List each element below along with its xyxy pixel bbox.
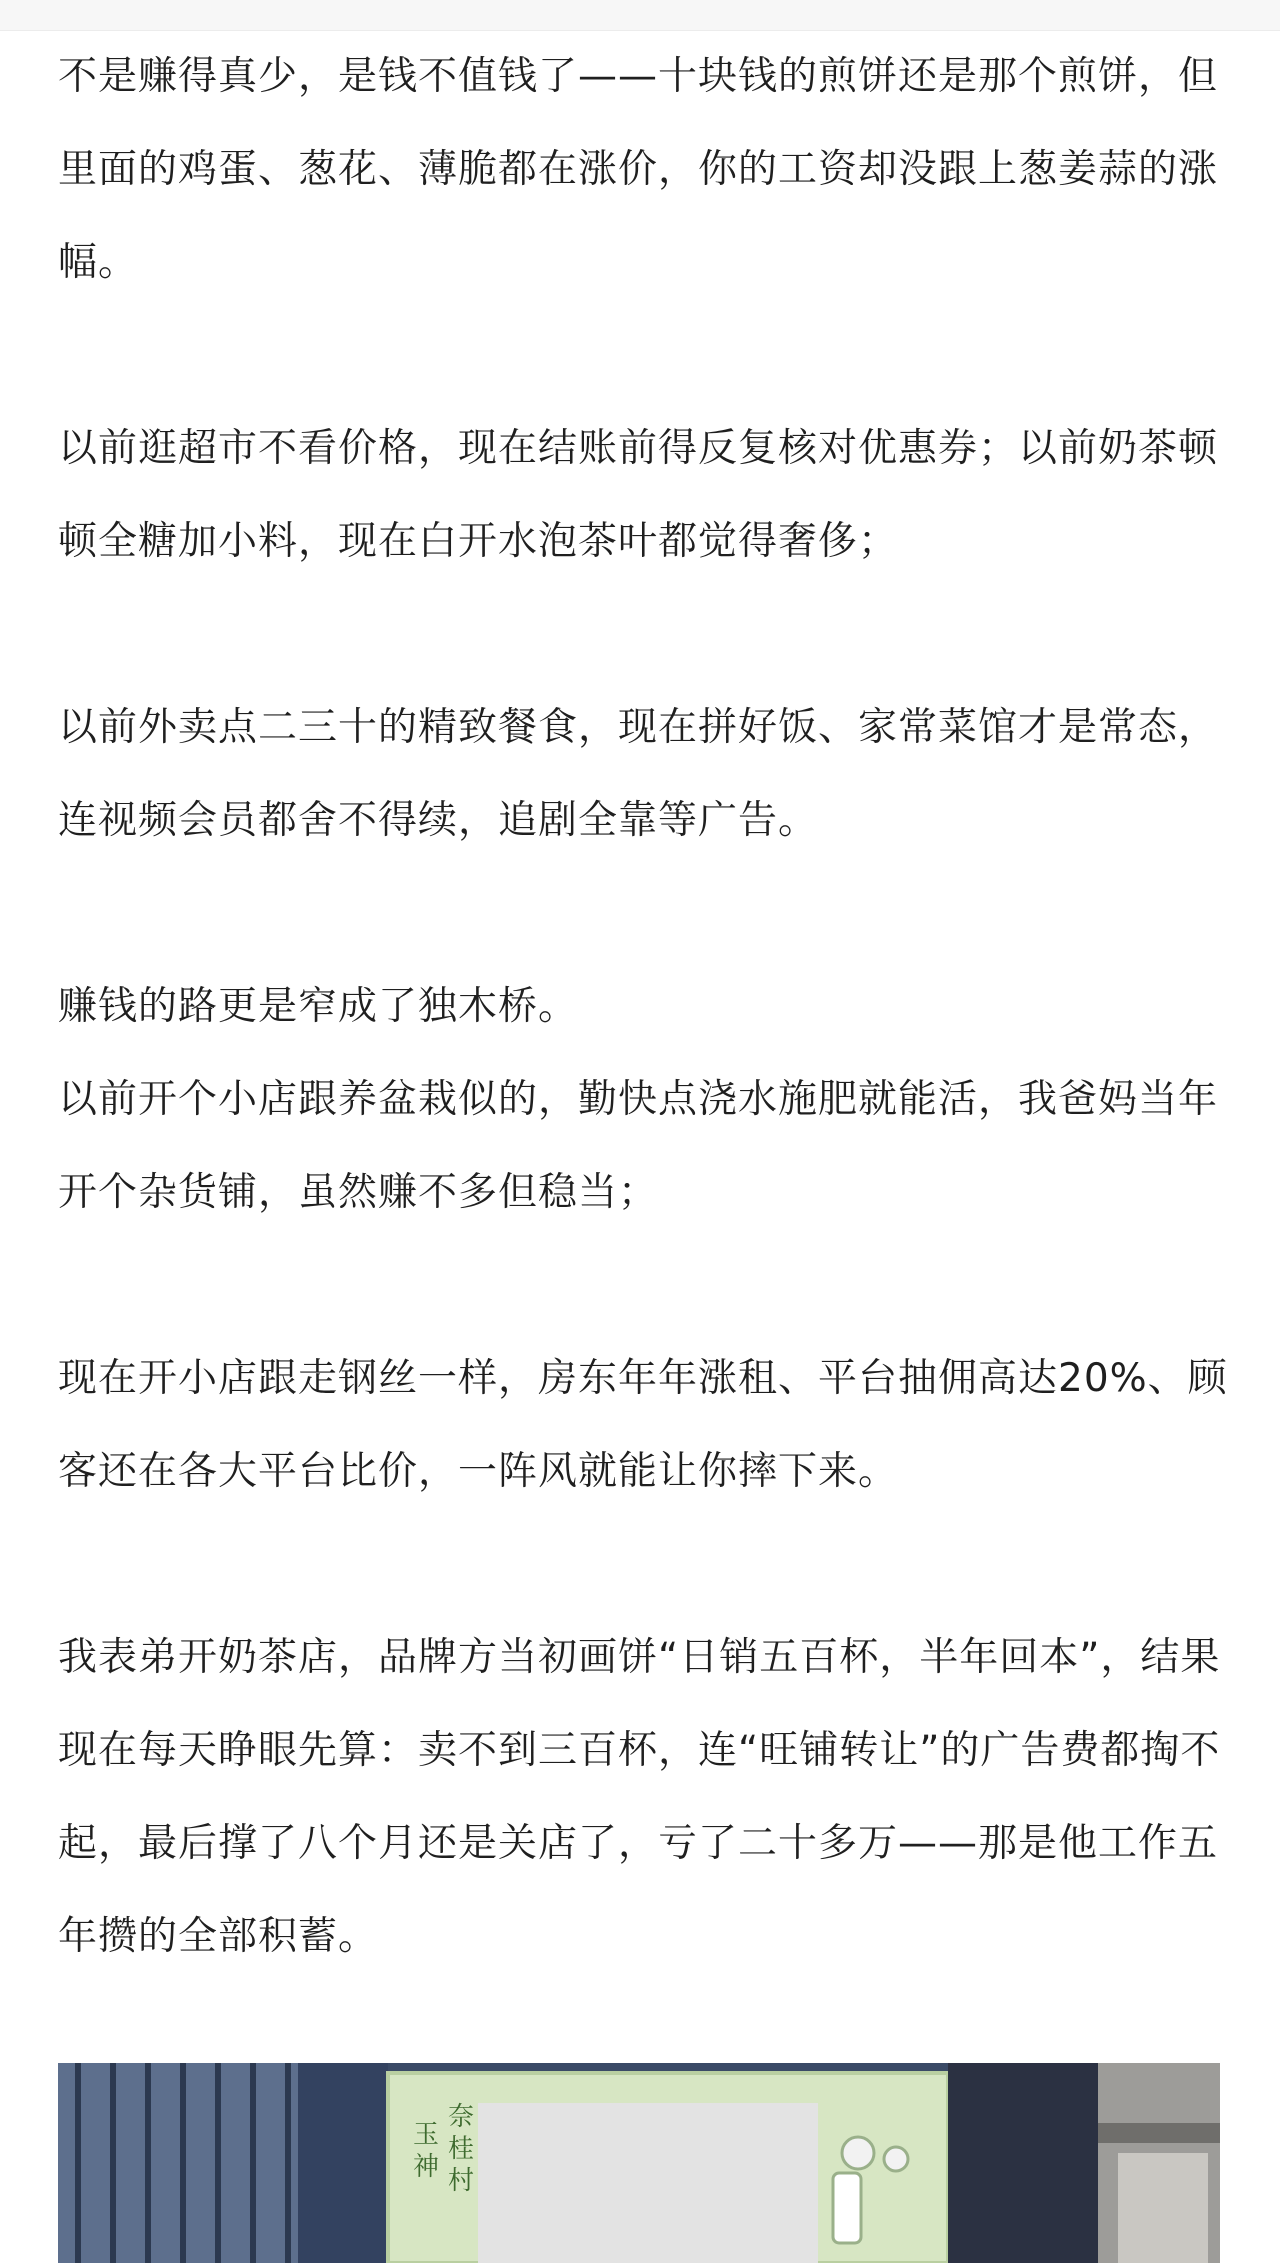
article-body [58,30,1228,1983]
sign-glyph-a: 玉 [413,2120,440,2150]
article-paragraph: 赚钱的路更是窄成了独木桥。 [58,984,579,1029]
paragraph-gap [58,867,1228,960]
article-paragraph: 以前逛超市不看价格，现在结账前得反复核对优惠券；以前奶茶顿顿全糖加小料，现在白开水泡茶叶都觉得奢侈； [58,426,1219,564]
storefront-photo-image [58,2063,1220,2263]
article-paragraph: 不是赚得真少，是钱不值钱了——十块钱的煎饼还是那个煎饼，但里面的鸡蛋、葱花、薄脆都在涨价，你的工资却没跟上葱姜蒜的涨幅。 [58,54,1219,285]
paragraph-gap [58,1239,1228,1332]
article-paragraph: 现在开小店跟走钢丝一样，房东年年涨租、平台抽佣高达20%、顾客还在各大平台比价，一阵风就能让你摔下来。 [58,1356,1228,1494]
sign-glyph-e: 村 [448,2166,475,2196]
sign-glyph-c: 奈 [448,2102,475,2132]
storefront-photo[interactable] [58,2063,1220,2263]
sign-glyph-d: 桂 [448,2134,475,2164]
paragraph-gap [58,309,1228,402]
paragraph-gap [58,588,1228,681]
paragraph-gap [58,1518,1228,1611]
article-paragraph: 以前外卖点二三十的精致餐食，现在拼好饭、家常菜馆才是常态，连视频会员都舍不得续，追剧全靠等广告。 [58,705,1219,843]
article-paragraph: 以前开个小店跟养盆栽似的，勤快点浇水施肥就能活，我爸妈当年开个杂货铺，虽然赚不多但稳当； [58,1077,1219,1215]
sign-glyph-b: 神 [413,2152,440,2182]
top-bar [0,0,1280,31]
article-paragraph: 我表弟开奶茶店，品牌方当初画饼“日销五百杯，半年回本”，结果现在每天睁眼先算：卖不到三百杯，连“旺铺转让”的广告费都掏不起，最后撑了八个月还是关店了，亏了二十多万——那是他工作五年攒的全部积蓄。 [58,1635,1221,1959]
